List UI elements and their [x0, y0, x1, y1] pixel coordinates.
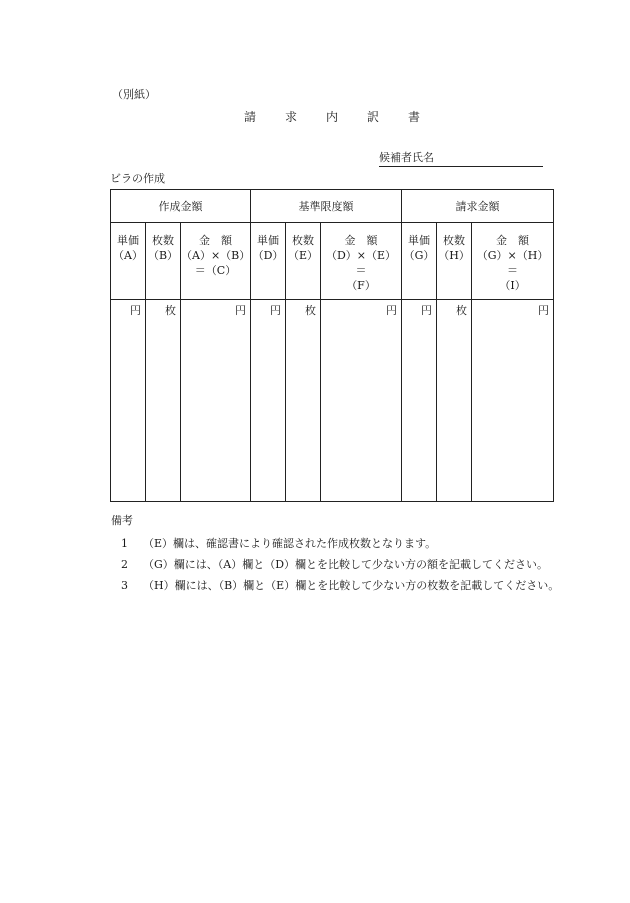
unit-yen: 円 — [270, 304, 281, 317]
header-unit-price-g: 単価 （G） — [402, 223, 437, 300]
note-number: 3 — [121, 579, 128, 592]
unit-yen: 円 — [538, 304, 550, 317]
header-unit-price-d: 単価 （D） — [251, 223, 286, 300]
title-char: 求 — [285, 110, 298, 124]
note-text: （H）欄には、（B）欄と（E）欄とを比較して少ない方の枚数を記載してください。 — [143, 579, 560, 592]
annex-label: （別紙） — [112, 88, 156, 101]
input-amount-c[interactable] — [181, 300, 251, 502]
candidate-name-field[interactable] — [379, 151, 543, 167]
title-char: 内 — [326, 110, 339, 124]
candidate-name-label: 候補者氏名 — [379, 151, 434, 164]
input-count-b[interactable] — [146, 300, 181, 502]
unit-sheets: 枚 — [456, 304, 468, 317]
group-header-production-amount: 作成金額 — [111, 190, 251, 223]
note-item — [121, 558, 548, 572]
header-amount-c: 金 額 （A）×（B） ＝（C） — [181, 223, 251, 300]
group-header-standard-limit: 基準限度額 — [251, 190, 402, 223]
note-text: （G）欄には、（A）欄と（D）欄とを比較して少ない方の額を記載してください。 — [143, 558, 549, 571]
group-header-claim-amount: 請求金額 — [402, 190, 554, 223]
unit-yen: 円 — [421, 304, 433, 317]
header-count-h: 枚数 （H） — [437, 223, 472, 300]
unit-sheets: 枚 — [305, 304, 316, 317]
header-count-b: 枚数 （B） — [146, 223, 181, 300]
notes-heading: 備考 — [111, 514, 133, 527]
input-amount-i[interactable] — [472, 300, 554, 502]
section-title: ビラの作成 — [110, 172, 165, 185]
input-count-h[interactable] — [437, 300, 472, 502]
header-unit-price-a: 単価 （A） — [111, 223, 146, 300]
input-unit-price-g[interactable] — [402, 300, 437, 502]
note-number: 1 — [121, 537, 128, 550]
billing-breakdown-table — [110, 189, 554, 502]
header-count-e: 枚数 （E） — [286, 223, 321, 300]
note-item — [121, 579, 559, 593]
input-count-e[interactable] — [286, 300, 321, 502]
note-item — [121, 537, 436, 551]
title-char: 訳 — [367, 110, 380, 124]
input-unit-price-a[interactable] — [111, 300, 146, 502]
input-amount-f[interactable] — [321, 300, 402, 502]
title-char: 請 — [244, 110, 257, 124]
title-char: 書 — [408, 110, 421, 124]
header-amount-i: 金 額 （G）×（H）＝ （I） — [472, 223, 554, 300]
input-unit-price-d[interactable] — [251, 300, 286, 502]
unit-sheets: 枚 — [165, 304, 176, 317]
unit-yen: 円 — [235, 304, 246, 317]
note-number: 2 — [121, 558, 128, 571]
document-title — [244, 108, 449, 125]
unit-yen: 円 — [386, 304, 398, 317]
note-text: （E）欄は、確認書により確認された作成枚数となります。 — [143, 537, 437, 550]
unit-yen: 円 — [130, 304, 141, 317]
header-amount-f: 金 額 （D）×（E）＝ （F） — [321, 223, 402, 300]
